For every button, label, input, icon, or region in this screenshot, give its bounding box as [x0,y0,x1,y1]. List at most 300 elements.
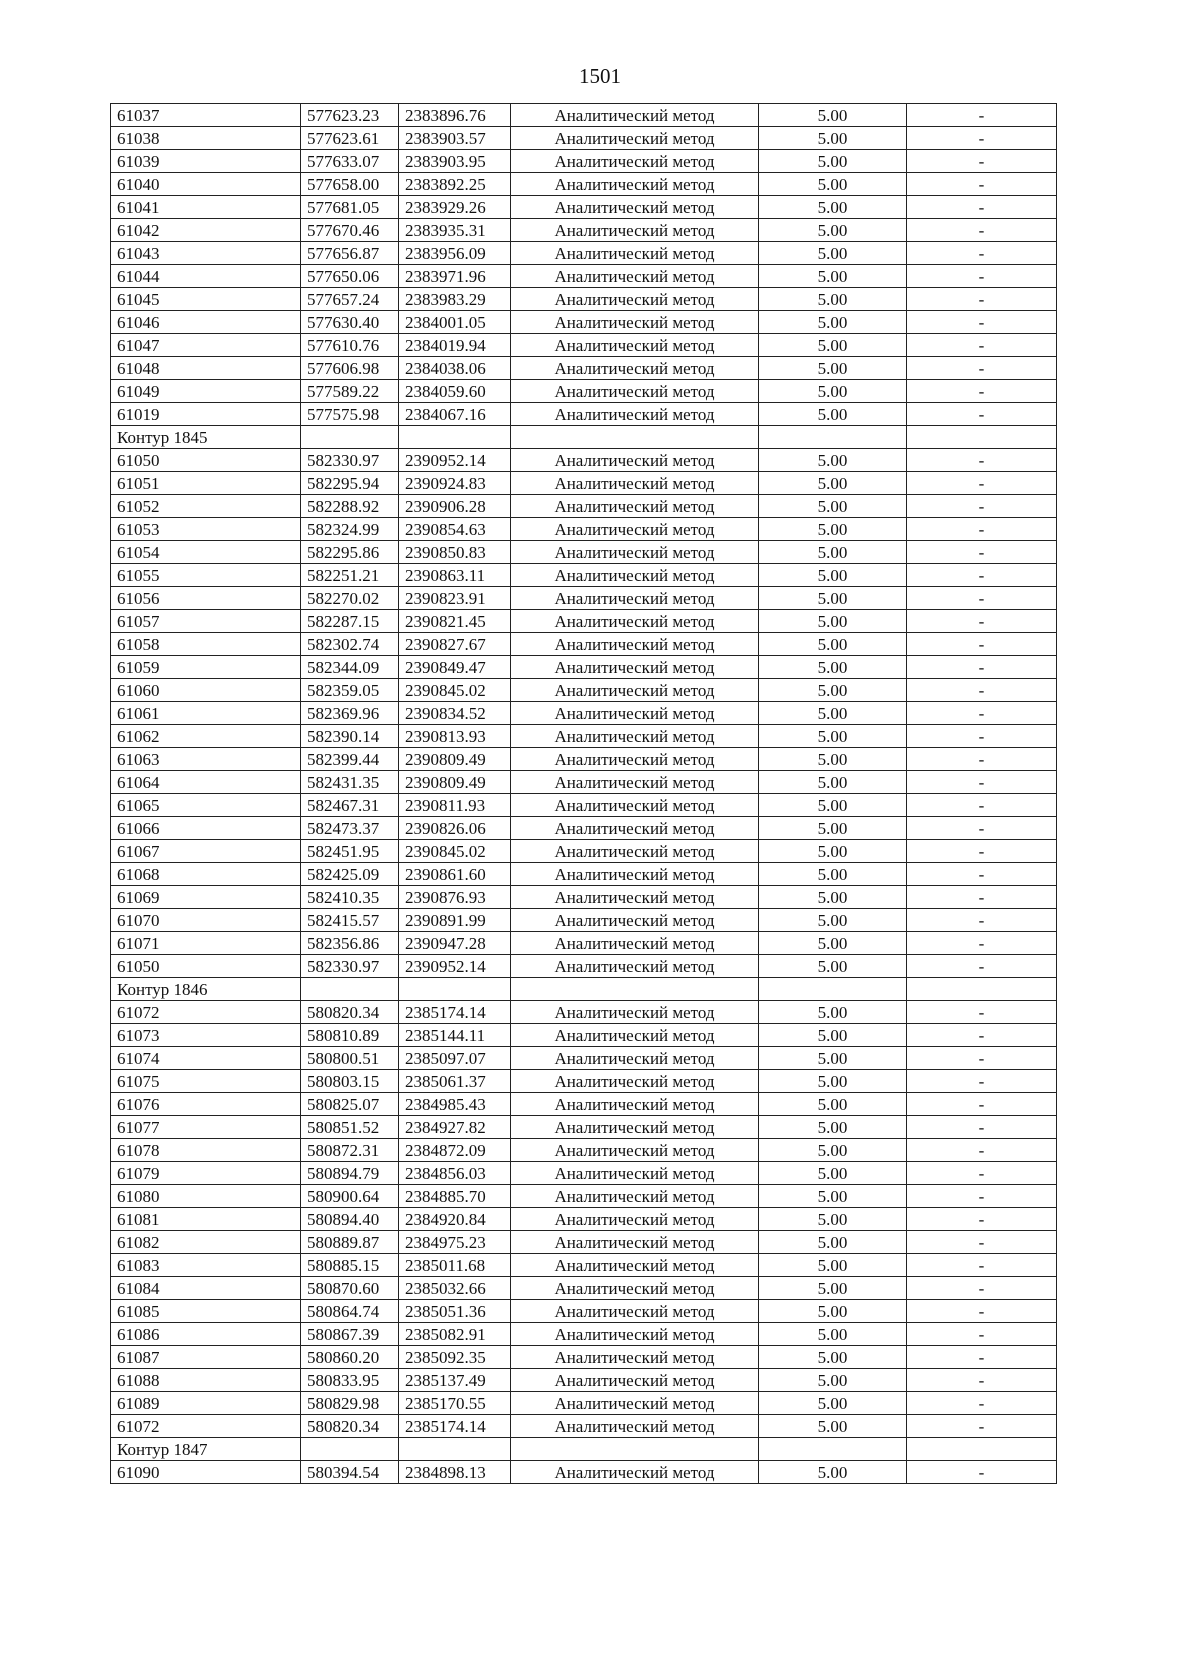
x-coordinate-cell: 582324.99 [301,518,399,541]
table-row [111,932,1057,955]
point-id-cell: 61068 [111,863,301,886]
method-cell: Аналитический метод [511,1254,759,1277]
y-coordinate-cell: 2390924.83 [399,472,511,495]
empty-cell [301,1438,399,1461]
accuracy-cell: 5.00 [759,403,907,426]
accuracy-cell: 5.00 [759,265,907,288]
y-coordinate-cell: 2390947.28 [399,932,511,955]
accuracy-cell: 5.00 [759,104,907,127]
y-coordinate-cell: 2384885.70 [399,1185,511,1208]
note-cell: - [907,932,1057,955]
accuracy-cell: 5.00 [759,587,907,610]
table-row [111,311,1057,334]
method-cell: Аналитический метод [511,380,759,403]
note-cell: - [907,610,1057,633]
y-coordinate-cell: 2390826.06 [399,817,511,840]
note-cell: - [907,472,1057,495]
table-row [111,449,1057,472]
x-coordinate-cell: 577589.22 [301,380,399,403]
accuracy-cell: 5.00 [759,1093,907,1116]
table-row [111,1001,1057,1024]
accuracy-cell: 5.00 [759,564,907,587]
x-coordinate-cell: 577610.76 [301,334,399,357]
table-row [111,150,1057,173]
note-cell: - [907,587,1057,610]
empty-cell [399,978,511,1001]
point-id-cell: 61081 [111,1208,301,1231]
y-coordinate-cell: 2385137.49 [399,1369,511,1392]
x-coordinate-cell: 582399.44 [301,748,399,771]
contour-header-row [111,1438,1057,1461]
note-cell: - [907,1162,1057,1185]
accuracy-cell: 5.00 [759,909,907,932]
x-coordinate-cell: 582369.96 [301,702,399,725]
x-coordinate-cell: 582344.09 [301,656,399,679]
note-cell: - [907,840,1057,863]
x-coordinate-cell: 582270.02 [301,587,399,610]
note-cell: - [907,1369,1057,1392]
note-cell: - [907,219,1057,242]
table-row [111,725,1057,748]
y-coordinate-cell: 2390845.02 [399,679,511,702]
table-row [111,1323,1057,1346]
x-coordinate-cell: 580851.52 [301,1116,399,1139]
contour-header-row [111,978,1057,1001]
point-id-cell: 61089 [111,1392,301,1415]
point-id-cell: 61080 [111,1185,301,1208]
note-cell: - [907,288,1057,311]
table-row [111,541,1057,564]
note-cell: - [907,863,1057,886]
x-coordinate-cell: 580864.74 [301,1300,399,1323]
x-coordinate-cell: 582295.94 [301,472,399,495]
x-coordinate-cell: 580889.87 [301,1231,399,1254]
table-row [111,1346,1057,1369]
table-row [111,1070,1057,1093]
accuracy-cell: 5.00 [759,1392,907,1415]
y-coordinate-cell: 2384898.13 [399,1461,511,1484]
note-cell: - [907,817,1057,840]
y-coordinate-cell: 2383983.29 [399,288,511,311]
x-coordinate-cell: 577633.07 [301,150,399,173]
point-id-cell: 61088 [111,1369,301,1392]
accuracy-cell: 5.00 [759,1070,907,1093]
note-cell: - [907,794,1057,817]
method-cell: Аналитический метод [511,472,759,495]
accuracy-cell: 5.00 [759,173,907,196]
point-id-cell: 61049 [111,380,301,403]
table-row [111,127,1057,150]
table-row [111,1300,1057,1323]
x-coordinate-cell: 577650.06 [301,265,399,288]
method-cell: Аналитический метод [511,794,759,817]
method-cell: Аналитический метод [511,587,759,610]
accuracy-cell: 5.00 [759,840,907,863]
accuracy-cell: 5.00 [759,817,907,840]
point-id-cell: 61069 [111,886,301,909]
accuracy-cell: 5.00 [759,1277,907,1300]
y-coordinate-cell: 2385174.14 [399,1415,511,1438]
accuracy-cell: 5.00 [759,472,907,495]
y-coordinate-cell: 2384872.09 [399,1139,511,1162]
point-id-cell: 61075 [111,1070,301,1093]
y-coordinate-cell: 2385051.36 [399,1300,511,1323]
accuracy-cell: 5.00 [759,495,907,518]
table-row [111,173,1057,196]
contour-header-row [111,426,1057,449]
contour-label-cell: Контур 1846 [111,978,301,1001]
note-cell: - [907,1392,1057,1415]
x-coordinate-cell: 580800.51 [301,1047,399,1070]
y-coordinate-cell: 2385174.14 [399,1001,511,1024]
note-cell: - [907,265,1057,288]
method-cell: Аналитический метод [511,679,759,702]
note-cell: - [907,380,1057,403]
table-row [111,955,1057,978]
empty-cell [759,426,907,449]
note-cell: - [907,541,1057,564]
accuracy-cell: 5.00 [759,311,907,334]
y-coordinate-cell: 2390876.93 [399,886,511,909]
table-row [111,403,1057,426]
y-coordinate-cell: 2390952.14 [399,955,511,978]
table-row [111,1415,1057,1438]
note-cell: - [907,1024,1057,1047]
note-cell: - [907,173,1057,196]
method-cell: Аналитический метод [511,1047,759,1070]
accuracy-cell: 5.00 [759,1139,907,1162]
x-coordinate-cell: 580820.34 [301,1415,399,1438]
note-cell: - [907,495,1057,518]
x-coordinate-cell: 580867.39 [301,1323,399,1346]
x-coordinate-cell: 580810.89 [301,1024,399,1047]
y-coordinate-cell: 2385032.66 [399,1277,511,1300]
method-cell: Аналитический метод [511,1116,759,1139]
table-row [111,1047,1057,1070]
table-row [111,1093,1057,1116]
accuracy-cell: 5.00 [759,886,907,909]
empty-cell [907,978,1057,1001]
point-id-cell: 61083 [111,1254,301,1277]
x-coordinate-cell: 580803.15 [301,1070,399,1093]
point-id-cell: 61050 [111,955,301,978]
table-row [111,1254,1057,1277]
accuracy-cell: 5.00 [759,794,907,817]
y-coordinate-cell: 2383935.31 [399,219,511,242]
accuracy-cell: 5.00 [759,1185,907,1208]
method-cell: Аналитический метод [511,1070,759,1093]
method-cell: Аналитический метод [511,104,759,127]
x-coordinate-cell: 580394.54 [301,1461,399,1484]
method-cell: Аналитический метод [511,1093,759,1116]
empty-cell [759,978,907,1001]
table-row [111,1369,1057,1392]
y-coordinate-cell: 2390891.99 [399,909,511,932]
x-coordinate-cell: 582425.09 [301,863,399,886]
point-id-cell: 61070 [111,909,301,932]
y-coordinate-cell: 2385082.91 [399,1323,511,1346]
accuracy-cell: 5.00 [759,1116,907,1139]
method-cell: Аналитический метод [511,725,759,748]
accuracy-cell: 5.00 [759,932,907,955]
note-cell: - [907,656,1057,679]
point-id-cell: 61061 [111,702,301,725]
accuracy-cell: 5.00 [759,1346,907,1369]
contour-label-cell: Контур 1847 [111,1438,301,1461]
y-coordinate-cell: 2384067.16 [399,403,511,426]
point-id-cell: 61042 [111,219,301,242]
point-id-cell: 61041 [111,196,301,219]
x-coordinate-cell: 582473.37 [301,817,399,840]
table-row [111,886,1057,909]
accuracy-cell: 5.00 [759,1162,907,1185]
table-row [111,495,1057,518]
x-coordinate-cell: 582410.35 [301,886,399,909]
x-coordinate-cell: 580870.60 [301,1277,399,1300]
method-cell: Аналитический метод [511,840,759,863]
accuracy-cell: 5.00 [759,955,907,978]
accuracy-cell: 5.00 [759,1047,907,1070]
point-id-cell: 61074 [111,1047,301,1070]
y-coordinate-cell: 2390813.93 [399,725,511,748]
table-row [111,1116,1057,1139]
x-coordinate-cell: 582251.21 [301,564,399,587]
method-cell: Аналитический метод [511,656,759,679]
accuracy-cell: 5.00 [759,449,907,472]
note-cell: - [907,1070,1057,1093]
y-coordinate-cell: 2390809.49 [399,748,511,771]
point-id-cell: 61079 [111,1162,301,1185]
y-coordinate-cell: 2383896.76 [399,104,511,127]
table-row [111,196,1057,219]
x-coordinate-cell: 577657.24 [301,288,399,311]
point-id-cell: 61038 [111,127,301,150]
note-cell: - [907,1185,1057,1208]
note-cell: - [907,1001,1057,1024]
y-coordinate-cell: 2384019.94 [399,334,511,357]
accuracy-cell: 5.00 [759,1369,907,1392]
table-row [111,1231,1057,1254]
point-id-cell: 61053 [111,518,301,541]
method-cell: Аналитический метод [511,1139,759,1162]
method-cell: Аналитический метод [511,932,759,955]
page-number: 1501 [579,64,621,88]
x-coordinate-cell: 580894.79 [301,1162,399,1185]
table-row [111,265,1057,288]
point-id-cell: 61086 [111,1323,301,1346]
x-coordinate-cell: 582330.97 [301,449,399,472]
note-cell: - [907,771,1057,794]
point-id-cell: 61058 [111,633,301,656]
y-coordinate-cell: 2390811.93 [399,794,511,817]
x-coordinate-cell: 577681.05 [301,196,399,219]
table-row [111,909,1057,932]
method-cell: Аналитический метод [511,909,759,932]
table-row [111,633,1057,656]
method-cell: Аналитический метод [511,1346,759,1369]
note-cell: - [907,311,1057,334]
note-cell: - [907,633,1057,656]
note-cell: - [907,449,1057,472]
table-row [111,1208,1057,1231]
accuracy-cell: 5.00 [759,633,907,656]
note-cell: - [907,1139,1057,1162]
empty-cell [511,978,759,1001]
x-coordinate-cell: 580872.31 [301,1139,399,1162]
table-row [111,794,1057,817]
table-row [111,380,1057,403]
y-coordinate-cell: 2384927.82 [399,1116,511,1139]
note-cell: - [907,564,1057,587]
point-id-cell: 61060 [111,679,301,702]
table-row [111,1162,1057,1185]
y-coordinate-cell: 2390906.28 [399,495,511,518]
note-cell: - [907,1346,1057,1369]
method-cell: Аналитический метод [511,334,759,357]
note-cell: - [907,357,1057,380]
note-cell: - [907,1300,1057,1323]
note-cell: - [907,886,1057,909]
x-coordinate-cell: 580900.64 [301,1185,399,1208]
table-row [111,863,1057,886]
accuracy-cell: 5.00 [759,242,907,265]
table-row [111,1277,1057,1300]
method-cell: Аналитический метод [511,564,759,587]
y-coordinate-cell: 2383929.26 [399,196,511,219]
empty-cell [907,426,1057,449]
method-cell: Аналитический метод [511,817,759,840]
x-coordinate-cell: 580885.15 [301,1254,399,1277]
accuracy-cell: 5.00 [759,380,907,403]
point-id-cell: 61056 [111,587,301,610]
accuracy-cell: 5.00 [759,541,907,564]
method-cell: Аналитический метод [511,771,759,794]
table-row [111,472,1057,495]
x-coordinate-cell: 577656.87 [301,242,399,265]
method-cell: Аналитический метод [511,357,759,380]
method-cell: Аналитический метод [511,449,759,472]
method-cell: Аналитический метод [511,610,759,633]
method-cell: Аналитический метод [511,518,759,541]
table-row [111,1185,1057,1208]
table-row [111,679,1057,702]
x-coordinate-cell: 582359.05 [301,679,399,702]
y-coordinate-cell: 2384856.03 [399,1162,511,1185]
method-cell: Аналитический метод [511,1162,759,1185]
note-cell: - [907,242,1057,265]
method-cell: Аналитический метод [511,265,759,288]
y-coordinate-cell: 2390821.45 [399,610,511,633]
accuracy-cell: 5.00 [759,288,907,311]
x-coordinate-cell: 577606.98 [301,357,399,380]
point-id-cell: 61039 [111,150,301,173]
table-row [111,656,1057,679]
accuracy-cell: 5.00 [759,679,907,702]
coordinates-table [110,103,1057,1484]
point-id-cell: 61084 [111,1277,301,1300]
method-cell: Аналитический метод [511,702,759,725]
table-row [111,1024,1057,1047]
y-coordinate-cell: 2385170.55 [399,1392,511,1415]
empty-cell [511,426,759,449]
method-cell: Аналитический метод [511,1001,759,1024]
y-coordinate-cell: 2390809.49 [399,771,511,794]
point-id-cell: 61065 [111,794,301,817]
method-cell: Аналитический метод [511,1231,759,1254]
table-row [111,1461,1057,1484]
y-coordinate-cell: 2383971.96 [399,265,511,288]
point-id-cell: 61057 [111,610,301,633]
x-coordinate-cell: 580820.34 [301,1001,399,1024]
point-id-cell: 61059 [111,656,301,679]
note-cell: - [907,1254,1057,1277]
empty-cell [301,978,399,1001]
accuracy-cell: 5.00 [759,1231,907,1254]
y-coordinate-cell: 2385144.11 [399,1024,511,1047]
y-coordinate-cell: 2390854.63 [399,518,511,541]
point-id-cell: 61037 [111,104,301,127]
note-cell: - [907,1323,1057,1346]
accuracy-cell: 5.00 [759,1254,907,1277]
y-coordinate-cell: 2390952.14 [399,449,511,472]
method-cell: Аналитический метод [511,1323,759,1346]
point-id-cell: 61051 [111,472,301,495]
y-coordinate-cell: 2385097.07 [399,1047,511,1070]
point-id-cell: 61071 [111,932,301,955]
accuracy-cell: 5.00 [759,1208,907,1231]
table-row [111,357,1057,380]
method-cell: Аналитический метод [511,403,759,426]
coordinates-table-body [111,104,1057,1484]
y-coordinate-cell: 2390834.52 [399,702,511,725]
y-coordinate-cell: 2384985.43 [399,1093,511,1116]
x-coordinate-cell: 577658.00 [301,173,399,196]
table-row [111,840,1057,863]
x-coordinate-cell: 580825.07 [301,1093,399,1116]
method-cell: Аналитический метод [511,1185,759,1208]
point-id-cell: 61044 [111,265,301,288]
method-cell: Аналитический метод [511,1369,759,1392]
point-id-cell: 61072 [111,1415,301,1438]
table-row [111,334,1057,357]
point-id-cell: 61090 [111,1461,301,1484]
table-row [111,587,1057,610]
y-coordinate-cell: 2383892.25 [399,173,511,196]
point-id-cell: 61043 [111,242,301,265]
point-id-cell: 61050 [111,449,301,472]
x-coordinate-cell: 582451.95 [301,840,399,863]
x-coordinate-cell: 580894.40 [301,1208,399,1231]
note-cell: - [907,403,1057,426]
table-row [111,1392,1057,1415]
point-id-cell: 61045 [111,288,301,311]
x-coordinate-cell: 577575.98 [301,403,399,426]
method-cell: Аналитический метод [511,1277,759,1300]
point-id-cell: 61085 [111,1300,301,1323]
note-cell: - [907,1231,1057,1254]
y-coordinate-cell: 2385092.35 [399,1346,511,1369]
x-coordinate-cell: 580860.20 [301,1346,399,1369]
note-cell: - [907,1116,1057,1139]
y-coordinate-cell: 2383956.09 [399,242,511,265]
accuracy-cell: 5.00 [759,863,907,886]
point-id-cell: 61047 [111,334,301,357]
point-id-cell: 61040 [111,173,301,196]
y-coordinate-cell: 2384038.06 [399,357,511,380]
x-coordinate-cell: 577670.46 [301,219,399,242]
point-id-cell: 61055 [111,564,301,587]
method-cell: Аналитический метод [511,311,759,334]
